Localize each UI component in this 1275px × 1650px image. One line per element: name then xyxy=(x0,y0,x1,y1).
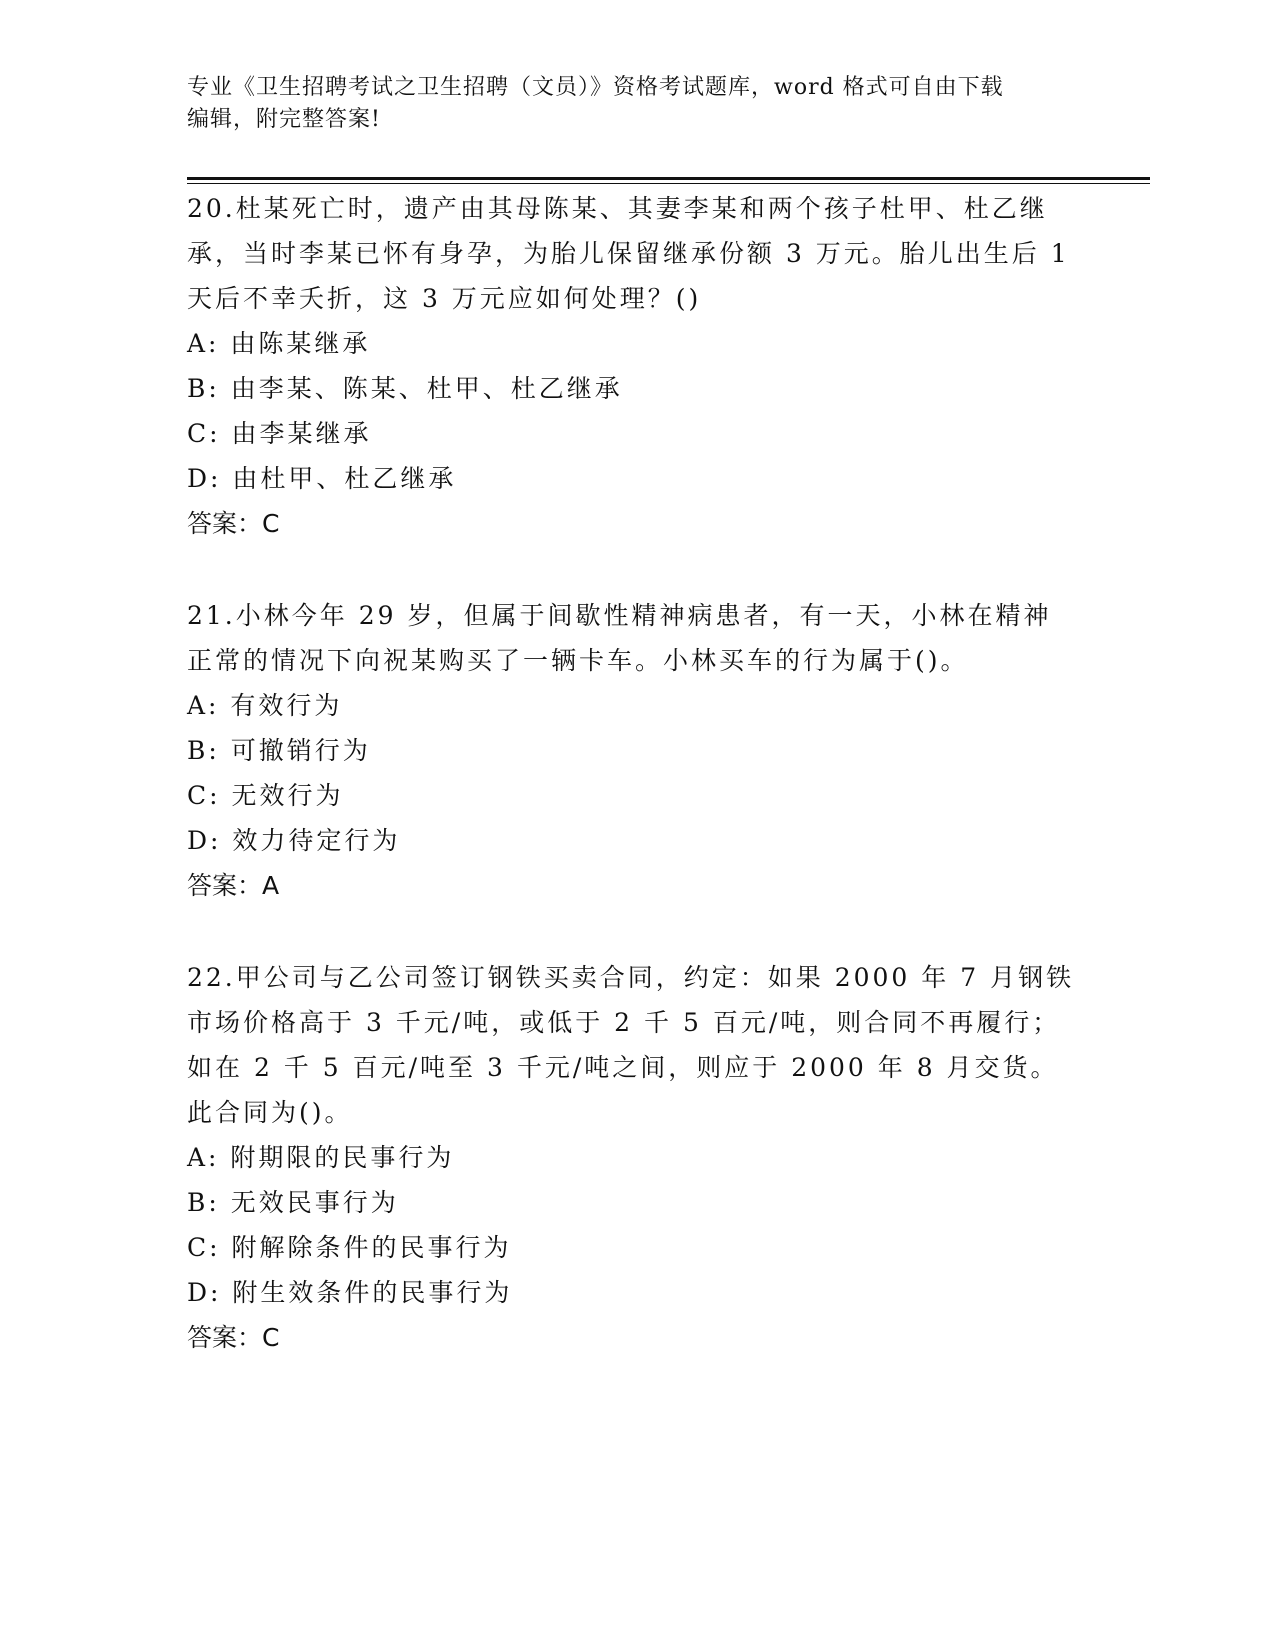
option-c: C: 附解除条件的民事行为 xyxy=(187,1233,512,1262)
option-d: D: 效力待定行为 xyxy=(187,826,401,855)
option-a: A: 有效行为 xyxy=(187,691,343,720)
question-stem: 22.甲公司与乙公司签订钢铁买卖合同，约定：如果 2000 年 7 月钢铁市场价格高于 3 千元/吨，或低于 2 千 5 百元/吨，则合同不再履行；如在 2 千 5 百元/吨至 3 千元/吨之间，则应于 2000 年 8 月交货。此合同为()。 xyxy=(187,963,1075,1127)
answer: 答案：A xyxy=(187,871,280,900)
question-22 xyxy=(187,955,1077,1360)
option-d: D: 由杜甲、杜乙继承 xyxy=(187,464,457,493)
answer: 答案：C xyxy=(187,509,280,538)
option-b: B: 无效民事行为 xyxy=(187,1188,399,1217)
header-divider-thin xyxy=(187,183,1150,184)
document-header xyxy=(187,72,1087,136)
option-b: B: 由李某、陈某、杜甲、杜乙继承 xyxy=(187,374,623,403)
option-c: C: 由李某继承 xyxy=(187,419,372,448)
option-c: C: 无效行为 xyxy=(187,781,344,810)
answer: 答案：C xyxy=(187,1323,280,1352)
question-21 xyxy=(187,593,1077,908)
option-a: A: 由陈某继承 xyxy=(187,329,371,358)
option-d: D: 附生效条件的民事行为 xyxy=(187,1278,513,1307)
header-divider-thick xyxy=(187,177,1150,180)
question-stem: 20.杜某死亡时，遗产由其母陈某、其妻李某和两个孩子杜甲、杜乙继承，当时李某已怀有身孕，为胎儿保留继承份额 3 万元。胎儿出生后 1 天后不幸夭折，这 3 万元应如何处理？() xyxy=(187,194,1070,313)
option-a: A: 附期限的民事行为 xyxy=(187,1143,455,1172)
option-b: B: 可撤销行为 xyxy=(187,736,371,765)
question-stem: 21.小林今年 29 岁，但属于间歇性精神病患者，有一天，小林在精神正常的情况下向祝某购买了一辆卡车。小林买车的行为属于()。 xyxy=(187,601,1052,675)
question-20 xyxy=(187,186,1077,546)
header-line-1: 专业《卫生招聘考试之卫生招聘（文员）》资格考试题库，word 格式可自由下载 xyxy=(187,75,1004,100)
header-line-2: 编辑，附完整答案! xyxy=(187,107,381,132)
